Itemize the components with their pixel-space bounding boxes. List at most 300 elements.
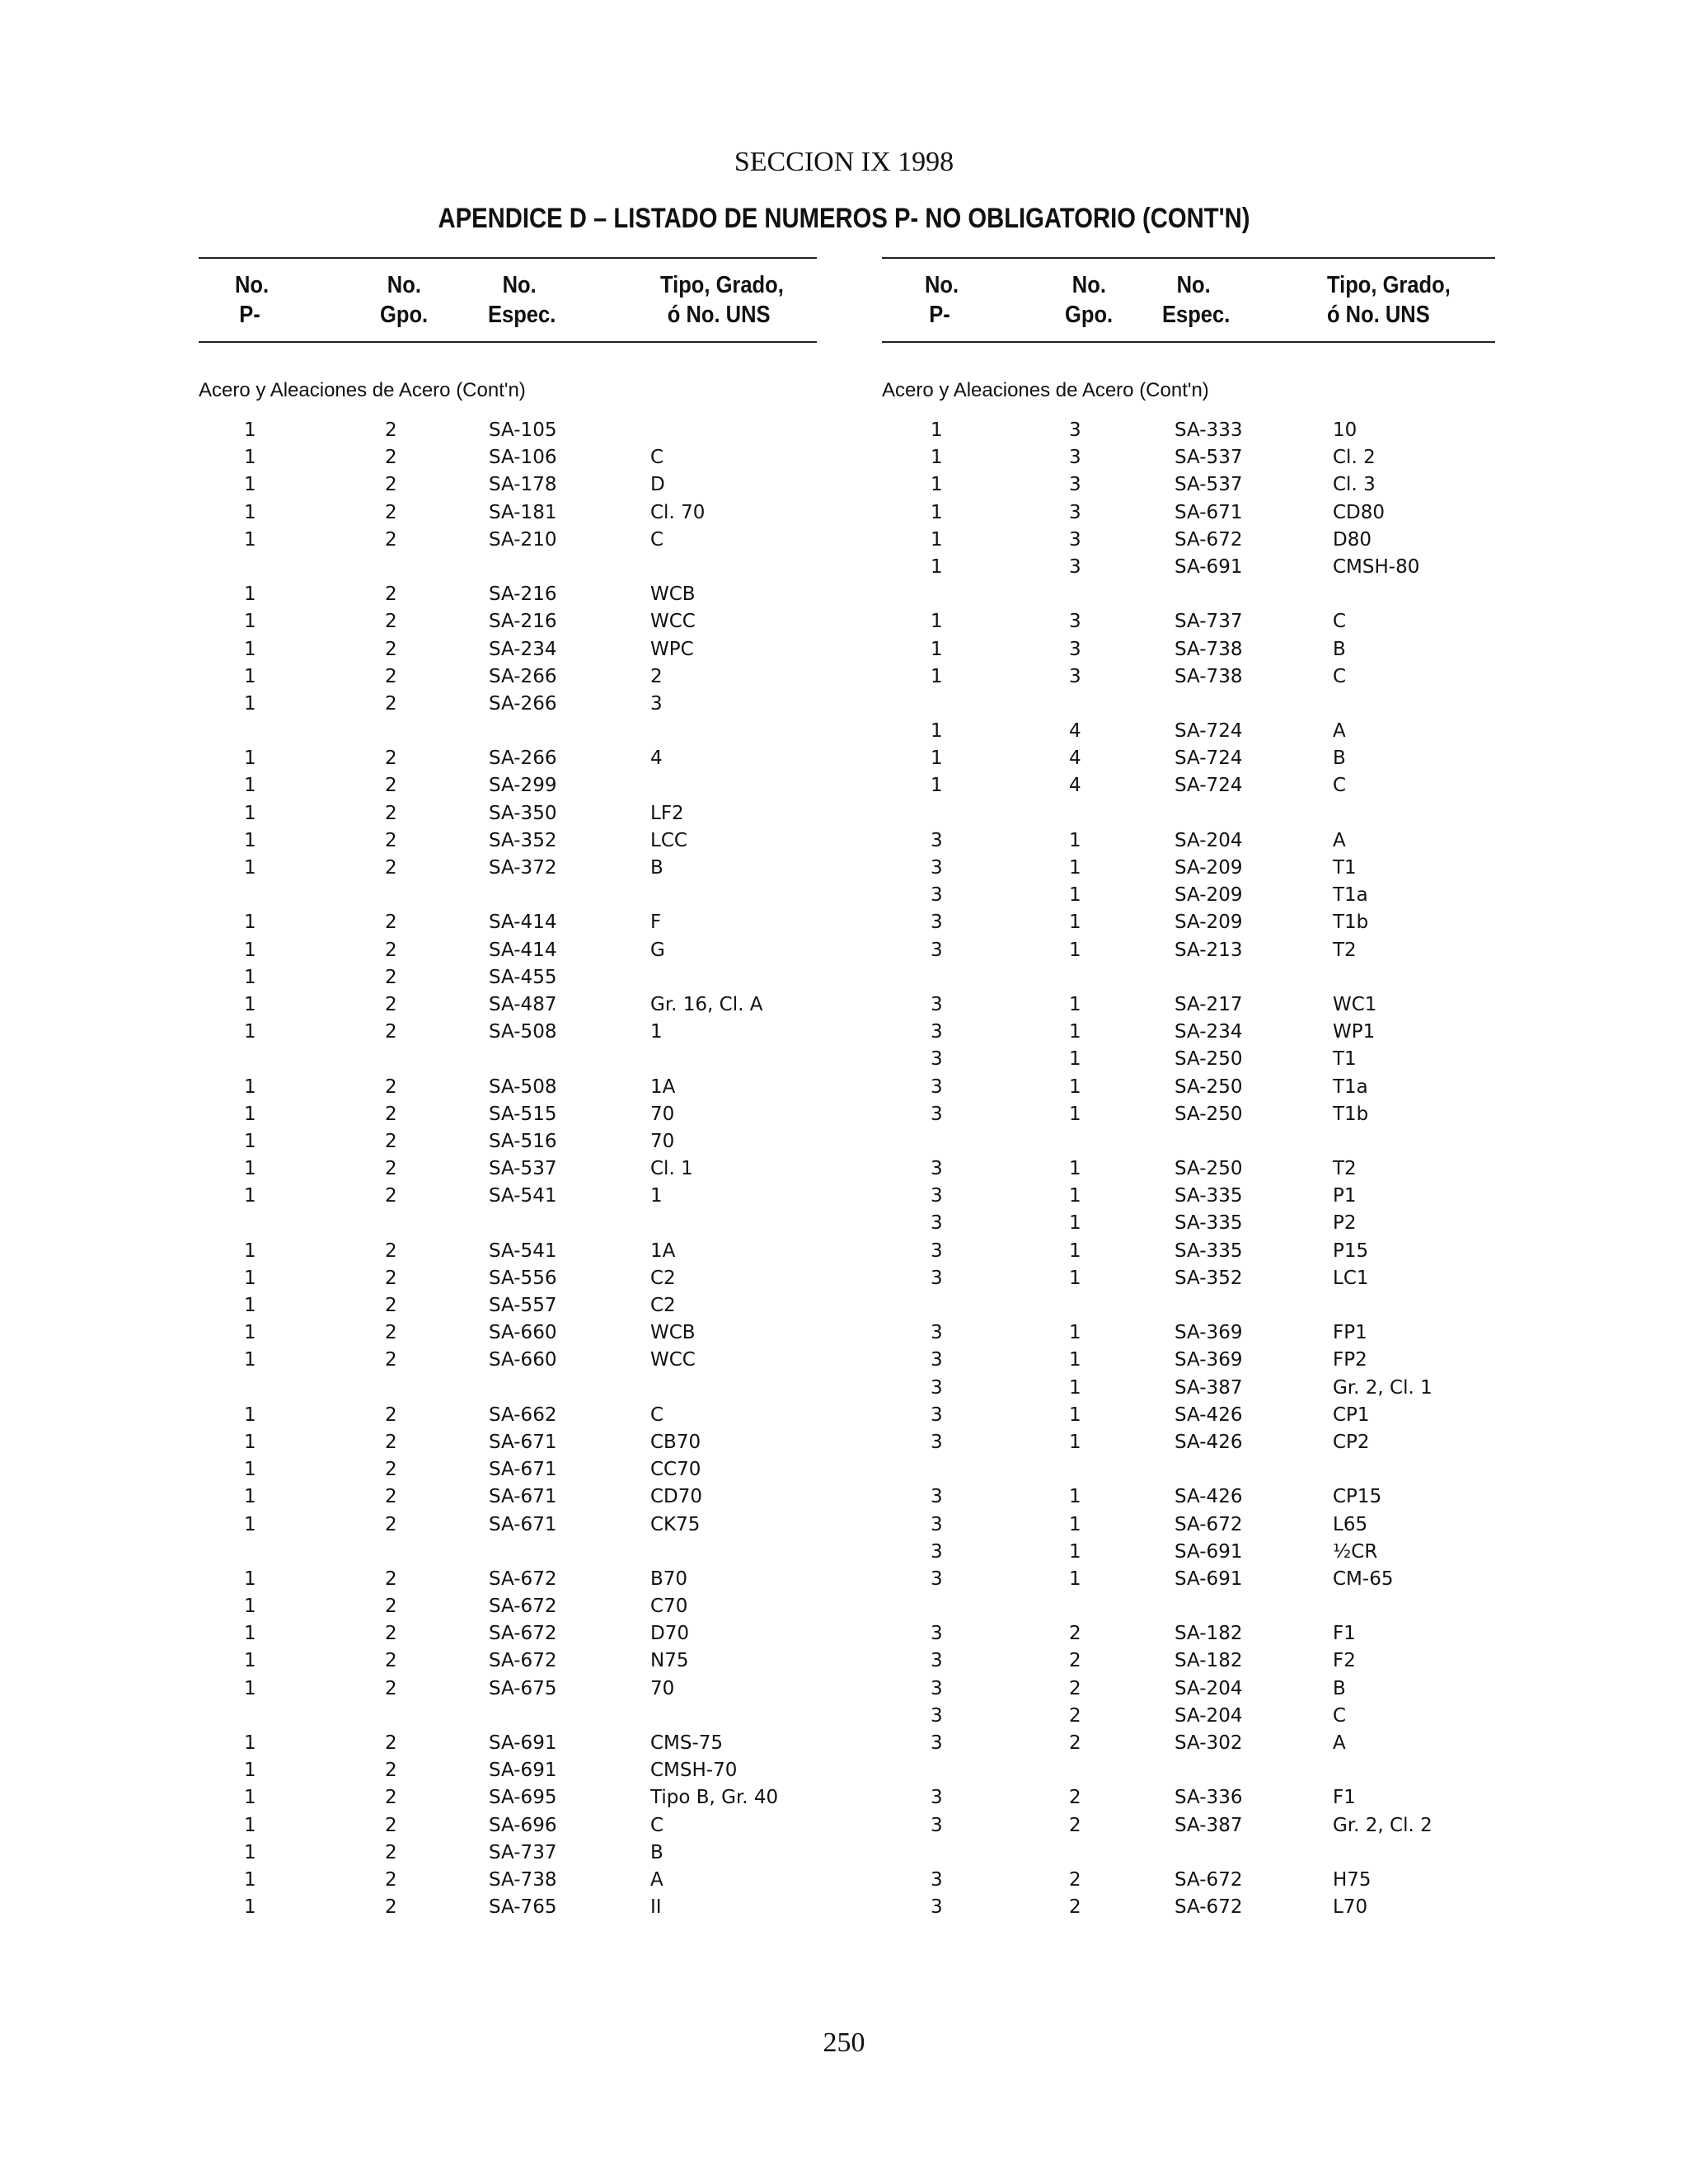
cell-group-number: 2 [385, 1650, 397, 1672]
cell-p-number: 1 [244, 748, 256, 770]
cell-group-number: 2 [385, 1513, 397, 1535]
cell-p-number: 1 [244, 692, 256, 715]
cell-type-grade: CM-65 [1333, 1568, 1394, 1590]
cell-type-grade: Tipo B, Gr. 40 [650, 1787, 779, 1809]
cell-type-grade: P1 [1333, 1185, 1357, 1207]
cell-spec-number: SA-105 [489, 419, 557, 441]
table-row [199, 1757, 817, 1784]
cell-type-grade: T2 [1333, 1158, 1357, 1180]
cell-p-number: 3 [931, 1404, 943, 1426]
section-label: Acero y Aleaciones de Acero (Cont'n) [882, 379, 1209, 401]
cell-p-number: 1 [931, 775, 943, 797]
cell-group-number: 2 [385, 1841, 397, 1863]
cell-spec-number: SA-266 [489, 665, 557, 687]
cell-type-grade: WPC [650, 638, 694, 660]
cell-group-number: 1 [1069, 1048, 1081, 1071]
cell-type-grade: C [650, 1404, 664, 1426]
cell-group-number: 1 [1069, 1322, 1081, 1344]
cell-spec-number: SA-216 [489, 611, 557, 633]
table-row [199, 527, 817, 554]
cell-spec-number: SA-738 [1175, 638, 1243, 660]
cell-spec-number: SA-691 [489, 1760, 557, 1782]
row-spacer [882, 964, 1495, 991]
cell-type-grade: B [650, 857, 663, 879]
cell-p-number: 1 [244, 1349, 256, 1371]
table-header [882, 259, 1495, 341]
cell-p-number: 1 [244, 665, 256, 687]
table-row [882, 1894, 1495, 1921]
table-row [882, 1019, 1495, 1046]
cell-type-grade: T1b [1333, 1103, 1369, 1125]
cell-p-number: 1 [244, 474, 256, 496]
table-row [199, 1101, 817, 1128]
cell-p-number: 3 [931, 1431, 943, 1453]
running-header: SECCION IX 1998 [734, 147, 954, 177]
cell-type-grade: Cl. 3 [1333, 474, 1376, 496]
table-row [199, 1593, 817, 1620]
cell-p-number: 1 [244, 1103, 256, 1125]
cell-type-grade: D80 [1333, 528, 1372, 551]
cell-p-number: 1 [244, 1267, 256, 1289]
cell-p-number: 3 [931, 1048, 943, 1071]
cell-type-grade: A [650, 1868, 663, 1891]
cell-p-number: 3 [931, 1732, 943, 1754]
cell-type-grade: Gr. 2, Cl. 1 [1333, 1376, 1432, 1399]
cell-type-grade: WCB [650, 583, 696, 606]
cell-type-grade: B [650, 1841, 663, 1863]
table-row [882, 991, 1495, 1019]
table-row [882, 1155, 1495, 1183]
table-row [199, 1675, 817, 1703]
row-spacer [199, 718, 817, 745]
cell-p-number: 1 [244, 583, 256, 606]
header-group-number: No. Gpo. [1065, 272, 1114, 328]
table-body [199, 417, 817, 1921]
cell-group-number: 3 [1069, 474, 1081, 496]
cell-group-number: 2 [385, 1486, 397, 1508]
cell-p-number: 1 [244, 1322, 256, 1344]
table-row [882, 1238, 1495, 1265]
cell-p-number: 3 [931, 1513, 943, 1535]
cell-group-number: 2 [385, 692, 397, 715]
cell-spec-number: SA-299 [489, 775, 557, 797]
table-row [882, 1539, 1495, 1566]
cell-group-number: 3 [1069, 665, 1081, 687]
table-row [199, 1429, 817, 1456]
cell-type-grade: CC70 [650, 1459, 701, 1481]
cell-p-number: 1 [244, 1513, 256, 1535]
cell-group-number: 1 [1069, 993, 1081, 1015]
cell-group-number: 2 [1069, 1623, 1081, 1645]
table-row [199, 1812, 817, 1840]
cell-p-number: 3 [931, 1212, 943, 1235]
cell-p-number: 1 [931, 501, 943, 523]
cell-group-number: 1 [1069, 1376, 1081, 1399]
cell-group-number: 1 [1069, 884, 1081, 907]
cell-spec-number: SA-516 [489, 1130, 557, 1152]
cell-spec-number: SA-336 [1175, 1787, 1243, 1809]
cell-spec-number: SA-182 [1175, 1623, 1243, 1645]
cell-type-grade: WCC [650, 1349, 696, 1371]
table-row [882, 1319, 1495, 1347]
cell-group-number: 2 [1069, 1732, 1081, 1754]
table-row [199, 1456, 817, 1483]
row-spacer [882, 1456, 1495, 1483]
cell-spec-number: SA-695 [489, 1787, 557, 1809]
cell-group-number: 2 [385, 1267, 397, 1289]
table-row [882, 663, 1495, 691]
cell-type-grade: T1a [1333, 1076, 1368, 1098]
cell-p-number: 1 [244, 1868, 256, 1891]
cell-group-number: 3 [1069, 501, 1081, 523]
cell-group-number: 2 [385, 966, 397, 988]
cell-spec-number: SA-691 [1175, 555, 1243, 578]
cell-spec-number: SA-209 [1175, 912, 1243, 934]
cell-p-number: 3 [931, 1486, 943, 1508]
cell-spec-number: SA-204 [1175, 829, 1243, 851]
cell-group-number: 2 [385, 775, 397, 797]
cell-spec-number: SA-541 [489, 1240, 557, 1262]
cell-group-number: 2 [385, 1322, 397, 1344]
table-row [199, 1483, 817, 1511]
cell-type-grade: WCB [650, 1322, 696, 1344]
header-spec-number: No. Espec. [488, 272, 556, 328]
cell-type-grade: LCC [650, 829, 687, 851]
row-spacer [199, 1046, 817, 1073]
cell-p-number: 1 [244, 1623, 256, 1645]
cell-type-grade: CP15 [1333, 1486, 1382, 1508]
cell-group-number: 2 [385, 1732, 397, 1754]
table-row [199, 855, 817, 882]
cell-spec-number: SA-691 [1175, 1568, 1243, 1590]
cell-p-number: 1 [244, 447, 256, 469]
cell-p-number: 1 [244, 1650, 256, 1672]
cell-spec-number: SA-537 [1175, 447, 1243, 469]
table-row [199, 800, 817, 827]
row-spacer [199, 554, 817, 581]
table-row [882, 1101, 1495, 1128]
cell-spec-number: SA-204 [1175, 1704, 1243, 1727]
cell-type-grade: 2 [650, 665, 663, 687]
cell-p-number: 3 [931, 1704, 943, 1727]
table-row [199, 1402, 817, 1429]
cell-group-number: 2 [385, 665, 397, 687]
cell-spec-number: SA-508 [489, 1021, 557, 1043]
row-spacer [882, 1593, 1495, 1620]
cell-p-number: 1 [244, 1732, 256, 1754]
cell-p-number: 3 [931, 1021, 943, 1043]
cell-spec-number: SA-724 [1175, 720, 1243, 743]
cell-spec-number: SA-106 [489, 447, 557, 469]
cell-group-number: 2 [385, 1596, 397, 1618]
cell-spec-number: SA-660 [489, 1322, 557, 1344]
row-spacer [199, 1539, 817, 1566]
cell-group-number: 2 [385, 1103, 397, 1125]
cell-p-number: 1 [931, 665, 943, 687]
cell-group-number: 2 [385, 829, 397, 851]
cell-p-number: 3 [931, 1814, 943, 1836]
cell-type-grade: T1a [1333, 884, 1368, 907]
cell-spec-number: SA-537 [1175, 474, 1243, 496]
cell-spec-number: SA-266 [489, 748, 557, 770]
cell-spec-number: SA-426 [1175, 1486, 1243, 1508]
cell-type-grade: ½CR [1333, 1540, 1378, 1563]
cell-group-number: 3 [1069, 611, 1081, 633]
cell-spec-number: SA-210 [489, 528, 557, 551]
table-row [882, 1812, 1495, 1840]
cell-type-grade: FP2 [1333, 1349, 1367, 1371]
cell-p-number: 1 [244, 1185, 256, 1207]
table-row [199, 745, 817, 772]
cell-group-number: 2 [385, 857, 397, 879]
cell-spec-number: SA-672 [1175, 1513, 1243, 1535]
table-row [199, 1347, 817, 1374]
table-header [199, 259, 817, 341]
table-row [882, 772, 1495, 799]
cell-group-number: 2 [385, 939, 397, 961]
cell-p-number: 3 [931, 1868, 943, 1891]
cell-group-number: 1 [1069, 1240, 1081, 1262]
table-row [882, 1265, 1495, 1292]
table-row [882, 527, 1495, 554]
cell-type-grade: N75 [650, 1650, 689, 1672]
cell-group-number: 1 [1069, 1568, 1081, 1590]
cell-group-number: 1 [1069, 1486, 1081, 1508]
cell-p-number: 1 [244, 419, 256, 441]
table-row [882, 827, 1495, 855]
cell-group-number: 2 [385, 583, 397, 606]
cell-type-grade: LC1 [1333, 1267, 1369, 1289]
cell-group-number: 2 [1069, 1677, 1081, 1699]
cell-group-number: 3 [1069, 638, 1081, 660]
cell-group-number: 2 [385, 912, 397, 934]
cell-spec-number: SA-352 [489, 829, 557, 851]
table-row [199, 417, 817, 444]
cell-p-number: 1 [244, 966, 256, 988]
cell-type-grade: Cl. 1 [650, 1158, 693, 1180]
cell-p-number: 1 [244, 1677, 256, 1699]
cell-spec-number: SA-250 [1175, 1158, 1243, 1180]
cell-p-number: 1 [244, 528, 256, 551]
row-spacer [882, 800, 1495, 827]
row-spacer [882, 1292, 1495, 1319]
cell-group-number: 2 [1069, 1868, 1081, 1891]
table-row [199, 1292, 817, 1319]
cell-type-grade: C2 [650, 1267, 676, 1289]
cell-type-grade: II [650, 1896, 662, 1919]
cell-spec-number: SA-738 [489, 1868, 557, 1891]
cell-group-number: 2 [1069, 1787, 1081, 1809]
page-title: APENDICE D – LISTADO DE NUMEROS P- NO OBLIGATORIO (CONT'N) [438, 203, 1250, 234]
table-row [882, 909, 1495, 936]
cell-type-grade: WP1 [1333, 1021, 1376, 1043]
cell-type-grade: 70 [650, 1130, 675, 1152]
cell-type-grade: 4 [650, 748, 663, 770]
cell-type-grade: CD70 [650, 1486, 703, 1508]
cell-spec-number: SA-209 [1175, 884, 1243, 907]
table-row [199, 991, 817, 1019]
table-row [199, 471, 817, 499]
cell-group-number: 1 [1069, 912, 1081, 934]
table-row [882, 1566, 1495, 1593]
cell-spec-number: SA-672 [1175, 1868, 1243, 1891]
cell-type-grade: T1 [1333, 1048, 1357, 1071]
cell-type-grade: C2 [650, 1295, 676, 1316]
cell-p-number: 3 [931, 1267, 943, 1289]
cell-type-grade: F1 [1333, 1623, 1356, 1645]
cell-type-grade: G [650, 939, 665, 961]
cell-p-number: 1 [244, 857, 256, 879]
table-row [199, 663, 817, 691]
table-row [199, 1155, 817, 1183]
cell-spec-number: SA-182 [1175, 1650, 1243, 1672]
cell-type-grade: B [1333, 748, 1346, 770]
row-spacer [199, 882, 817, 909]
cell-spec-number: SA-691 [489, 1732, 557, 1754]
table-body [882, 417, 1495, 1921]
cell-p-number: 1 [931, 474, 943, 496]
cell-group-number: 2 [1069, 1814, 1081, 1836]
table-row [882, 471, 1495, 499]
cell-p-number: 1 [931, 555, 943, 578]
cell-spec-number: SA-414 [489, 912, 557, 934]
cell-spec-number: SA-672 [489, 1650, 557, 1672]
row-spacer [882, 691, 1495, 718]
table-row [199, 499, 817, 527]
table-row [882, 444, 1495, 471]
cell-group-number: 2 [385, 1623, 397, 1645]
cell-group-number: 1 [1069, 1212, 1081, 1235]
table-row [199, 1265, 817, 1292]
table-row [199, 1128, 817, 1155]
left-column [199, 257, 817, 1921]
cell-spec-number: SA-696 [489, 1814, 557, 1836]
cell-type-grade: F [650, 912, 662, 934]
cell-spec-number: SA-178 [489, 474, 557, 496]
cell-spec-number: SA-487 [489, 993, 557, 1015]
cell-type-grade: D70 [650, 1623, 689, 1645]
cell-spec-number: SA-350 [489, 802, 557, 824]
cell-spec-number: SA-234 [1175, 1021, 1243, 1043]
table-row [882, 417, 1495, 444]
table-row [882, 1784, 1495, 1811]
header-p-number: No. P- [235, 272, 270, 328]
cell-spec-number: SA-426 [1175, 1431, 1243, 1453]
cell-spec-number: SA-671 [489, 1459, 557, 1481]
header-type-grade: Tipo, Grado, ó No. UNS [1327, 272, 1451, 328]
cell-p-number: 1 [244, 1431, 256, 1453]
cell-p-number: 3 [931, 829, 943, 851]
table-row [882, 1703, 1495, 1730]
cell-group-number: 2 [1069, 1896, 1081, 1919]
cell-p-number: 1 [244, 1240, 256, 1262]
table-row [199, 444, 817, 471]
cell-spec-number: SA-724 [1175, 775, 1243, 797]
cell-type-grade: FP1 [1333, 1322, 1367, 1344]
cell-p-number: 3 [931, 1158, 943, 1180]
cell-type-grade: T2 [1333, 939, 1357, 961]
table-row [199, 1894, 817, 1921]
cell-group-number: 2 [385, 1076, 397, 1098]
cell-p-number: 1 [244, 802, 256, 824]
cell-type-grade: Gr. 2, Cl. 2 [1333, 1814, 1432, 1836]
row-spacer [882, 581, 1495, 608]
table-row [882, 1647, 1495, 1675]
cell-group-number: 1 [1069, 1540, 1081, 1563]
cell-p-number: 1 [244, 638, 256, 660]
cell-spec-number: SA-181 [489, 501, 557, 523]
cell-type-grade: Cl. 70 [650, 501, 706, 523]
cell-group-number: 1 [1069, 1185, 1081, 1207]
row-spacer [882, 1840, 1495, 1867]
table-row [199, 1784, 817, 1811]
cell-type-grade: C [1333, 611, 1347, 633]
table-row [199, 1019, 817, 1046]
row-spacer [199, 1210, 817, 1237]
cell-group-number: 2 [385, 1021, 397, 1043]
table-row [882, 937, 1495, 964]
table-row [199, 1511, 817, 1539]
cell-type-grade: CMS-75 [650, 1732, 724, 1754]
table-row [882, 1402, 1495, 1429]
cell-group-number: 4 [1069, 720, 1081, 743]
table-row [199, 608, 817, 635]
cell-type-grade: T1 [1333, 857, 1357, 879]
header-spec-number: No. Espec. [1162, 272, 1231, 328]
cell-p-number: 1 [244, 1295, 256, 1316]
cell-type-grade: Gr. 16, Cl. A [650, 993, 763, 1015]
table-row [882, 1210, 1495, 1237]
table-row [882, 554, 1495, 581]
cell-group-number: 2 [385, 419, 397, 441]
table-row [882, 882, 1495, 909]
cell-group-number: 3 [1069, 555, 1081, 578]
cell-spec-number: SA-455 [489, 966, 557, 988]
table-row [882, 1675, 1495, 1703]
cell-type-grade: P15 [1333, 1240, 1369, 1262]
cell-p-number: 3 [931, 857, 943, 879]
cell-group-number: 3 [1069, 419, 1081, 441]
table-row [882, 855, 1495, 882]
cell-group-number: 4 [1069, 748, 1081, 770]
table-row [882, 745, 1495, 772]
cell-spec-number: SA-724 [1175, 748, 1243, 770]
cell-spec-number: SA-537 [489, 1158, 557, 1180]
cell-spec-number: SA-515 [489, 1103, 557, 1125]
table-row [199, 1730, 817, 1757]
cell-type-grade: CP2 [1333, 1431, 1370, 1453]
table-row [199, 1074, 817, 1101]
cell-type-grade: 1A [650, 1076, 676, 1098]
cell-spec-number: SA-213 [1175, 939, 1243, 961]
cell-spec-number: SA-675 [489, 1677, 557, 1699]
cell-type-grade: T1b [1333, 912, 1369, 934]
cell-group-number: 1 [1069, 1103, 1081, 1125]
cell-spec-number: SA-662 [489, 1404, 557, 1426]
cell-group-number: 1 [1069, 1431, 1081, 1453]
cell-spec-number: SA-671 [1175, 501, 1243, 523]
table-row [199, 1319, 817, 1347]
cell-spec-number: SA-217 [1175, 993, 1243, 1015]
cell-type-grade: C [1333, 665, 1347, 687]
cell-group-number: 2 [385, 611, 397, 633]
cell-group-number: 1 [1069, 1076, 1081, 1098]
cell-type-grade: A [1333, 1732, 1346, 1754]
cell-group-number: 2 [385, 1349, 397, 1371]
cell-spec-number: SA-387 [1175, 1814, 1243, 1836]
cell-spec-number: SA-671 [489, 1513, 557, 1535]
cell-p-number: 3 [931, 1623, 943, 1645]
